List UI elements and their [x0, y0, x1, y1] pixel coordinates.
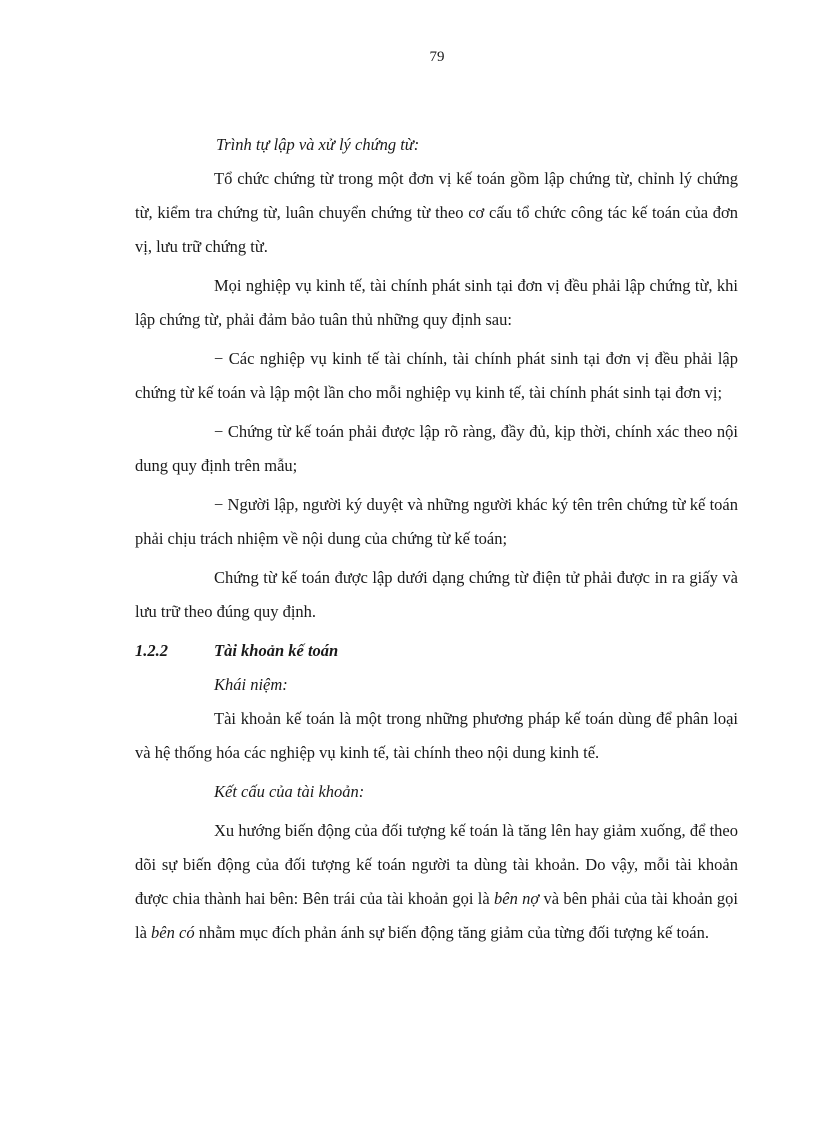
section-number: 1.2.2: [135, 641, 168, 660]
paragraph-organization: Tổ chức chứng từ trong một đơn vị kế toán gồm lập chứng từ, chỉnh lý chứng từ, kiểm tra chứng từ, luân chuyển chứng từ theo cơ cấu tổ chức công tác kế toán của đơn vị, lưu trữ chứng từ.: [135, 169, 738, 256]
structure-paragraph: [135, 814, 738, 950]
paragraph-electronic: Chứng từ kế toán được lập dưới dạng chứng từ điện tử phải được in ra giấy và lưu trữ theo đúng quy định.: [135, 568, 738, 621]
list-item: − Người lập, người ký duyệt và những người khác ký tên trên chứng từ kế toán phải chịu trách nhiệm về nội dung của chứng từ kế toán;: [135, 495, 738, 548]
section-title: Tài khoản kế toán: [214, 641, 339, 660]
section-heading: [135, 634, 738, 668]
structure-text-part: nhằm mục đích phản ánh sự biến động tăng giảm của từng đối tượng kế toán.: [194, 923, 709, 942]
concept-paragraph: Tài khoản kế toán là một trong những phương pháp kế toán dùng để phân loại và hệ thống hóa các nghiệp vụ kinh tế, tài chính theo nội dung kinh tế.: [135, 709, 738, 762]
page-number: 79: [429, 49, 445, 65]
structure-label: Kết cấu của tài khoản:: [214, 782, 365, 801]
list-item: − Các nghiệp vụ kinh tế tài chính, tài chính phát sinh tại đơn vị đều phải lập chứng từ kế toán và lập một lần cho mỗi nghiệp vụ kinh tế, tài chính phát sinh tại đơn vị;: [135, 349, 738, 402]
procedure-title: Trình tự lập và xử lý chứng từ:: [216, 135, 420, 154]
credit-side-term: bên có: [151, 923, 195, 942]
concept-label: Khái niệm:: [214, 675, 288, 694]
paragraph-requirements: Mọi nghiệp vụ kinh tế, tài chính phát sinh tại đơn vị đều phải lập chứng từ, khi lập chứng từ, phải đảm bảo tuân thủ những quy định sau:: [135, 276, 738, 329]
debit-side-term: bên nợ: [494, 889, 540, 908]
structure-text-part: và bên phải của tài khoản gọi là: [135, 889, 739, 942]
structure-text-part: Xu hướng biến động của đối tượng kế toán là tăng lên hay giảm xuống, để theo dõi sự biến động của đối tượng kế toán người ta dùng tài khoản. Do vậy, mỗi tài khoản được chia thành hai bên: Bên trái của tài khoản gọi là: [135, 821, 738, 908]
list-item: − Chứng từ kế toán phải được lập rõ ràng, đầy đủ, kịp thời, chính xác theo nội dung quy định trên mẫu;: [135, 422, 738, 475]
page-body: [135, 128, 738, 950]
